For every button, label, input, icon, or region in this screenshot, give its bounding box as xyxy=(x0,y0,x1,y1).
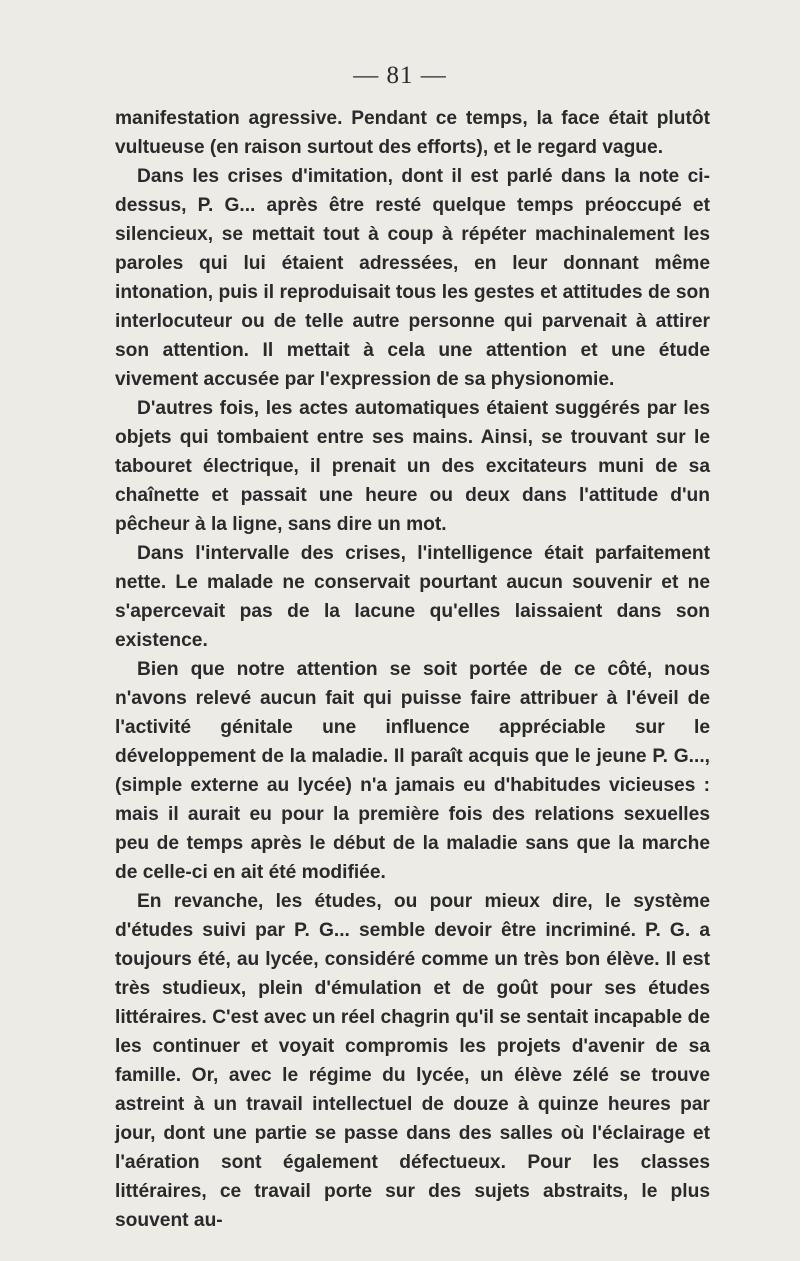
paragraph-2: Dans les crises d'imitation, dont il est parlé dans la note ci-dessus, P. G... après être resté quelque temps préoccupé et silencieux, se mettait tout à coup à répéter machinalement les paroles qui lui étaient adressées, en leur donnant même intonation, puis il reproduisait tous les gestes et attitudes de son interlocuteur ou de telle autre personne qui parvenait à attirer son attention. Il mettait à cela une attention et une étude vivement accusée par l'expression de sa physionomie. xyxy=(115,166,710,390)
page-number: — 81 — xyxy=(353,62,447,89)
body-text xyxy=(115,104,710,1235)
paragraph-1: manifestation agressive. Pendant ce temps, la face était plutôt vultueuse (en raison surtout des efforts), et le regard vague. xyxy=(115,108,710,158)
paragraph-4: Dans l'intervalle des crises, l'intelligence était parfaitement nette. Le malade ne conservait pourtant aucun souvenir et ne s'apercevait pas de la lacune qu'elles laissaient dans son existence. xyxy=(115,543,710,651)
paragraph-6: En revanche, les études, ou pour mieux dire, le système d'études suivi par P. G... semble devoir être incriminé. P. G. a toujours été, au lycée, considéré comme un très bon élève. Il est très studieux, plein d'émulation et de goût pour ses études littéraires. C'est avec un réel chagrin qu'il se sentait incapable de les continuer et voyait compromis les projets d'avenir de sa famille. Or, avec le régime du lycée, un élève zélé se trouve astreint à un travail intellectuel de douze à quinze heures par jour, dont une partie se passe dans des salles où l'éclairage et l'aération sont également défectueux. Pour les classes littéraires, ce travail porte sur des sujets abstraits, le plus souvent au- xyxy=(115,891,710,1231)
paragraph-3: D'autres fois, les actes automatiques étaient suggérés par les objets qui tombaient entre ses mains. Ainsi, se trouvant sur le tabouret électrique, il prenait un des excitateurs muni de sa chaînette et passait une heure ou deux dans l'attitude d'un pêcheur à la ligne, sans dire un mot. xyxy=(115,398,710,535)
paragraph-5: Bien que notre attention se soit portée de ce côté, nous n'avons relevé aucun fait qui puisse faire attribuer à l'éveil de l'activité génitale une influence appréciable sur le développement de la maladie. Il paraît acquis que le jeune P. G..., (simple externe au lycée) n'a jamais eu d'habitudes vicieuses : mais il aurait eu pour la première fois des relations sexuelles peu de temps après le début de la maladie sans que la marche de celle-ci en ait été modifiée. xyxy=(115,659,710,883)
